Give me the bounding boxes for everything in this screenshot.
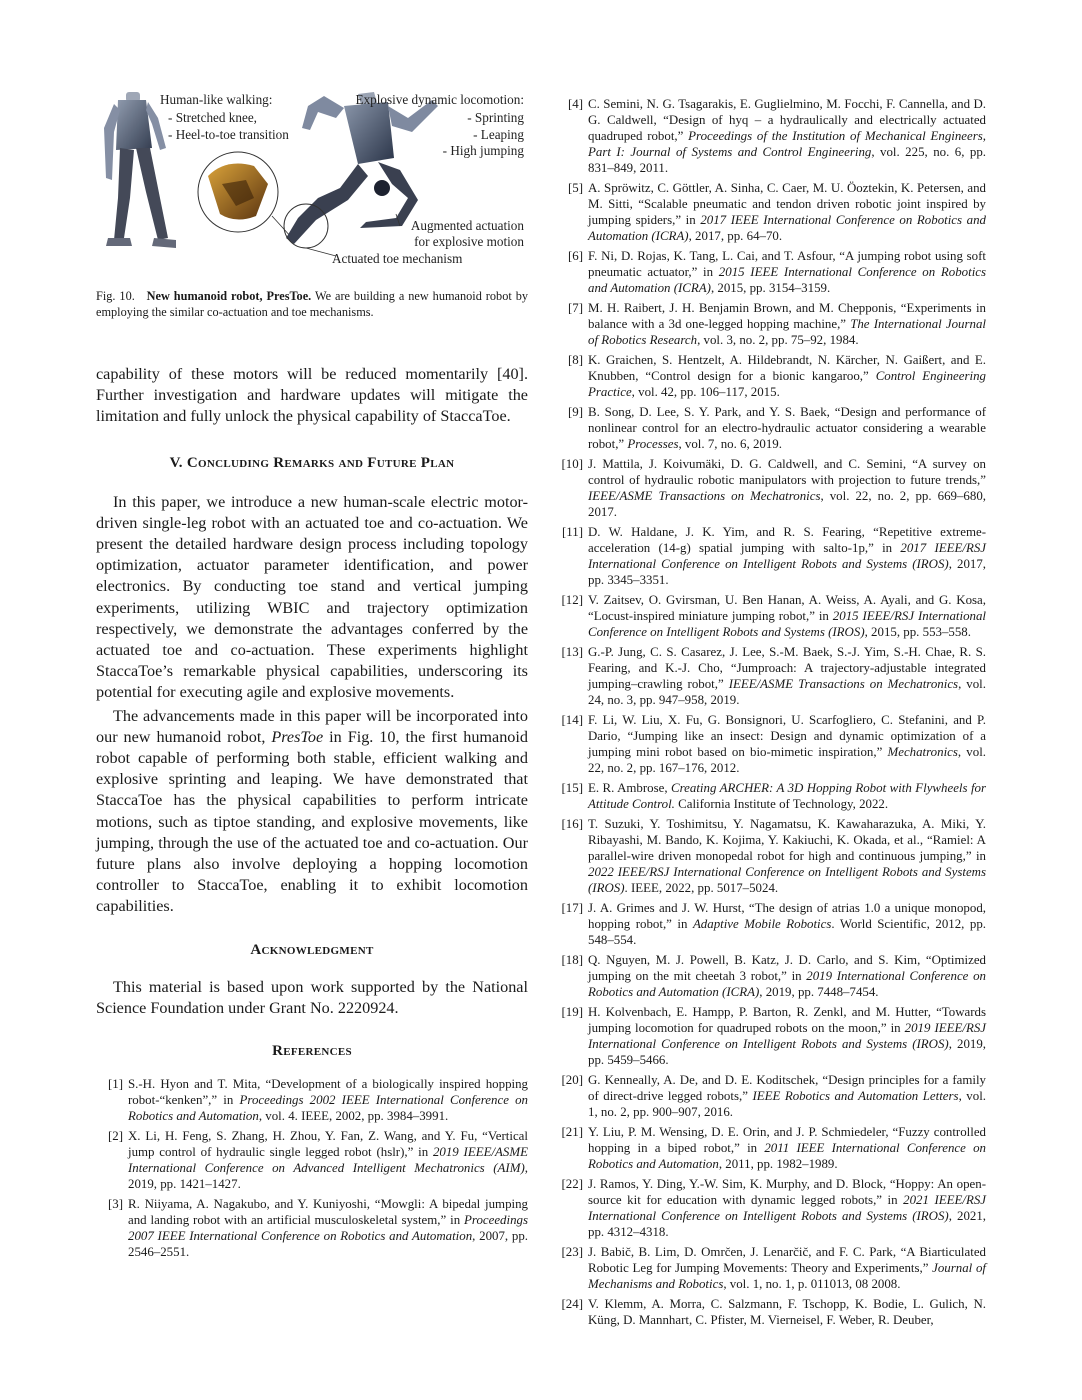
reference-venue: 2019 IEEE/ASME International Conference on Advanced Intelligent Mechatronics (AIM)	[128, 1145, 528, 1176]
reference-number: [23]	[561, 1245, 583, 1259]
reference-text: F. Li, W. Liu, X. Fu, G. Bonsignori, U. Scarfogliero, C. Stefanini, and P. Dario, “Jumping like an insect: Design and dynamic optimization of a jumping mini robot based on bio-mimetic inspiration,”	[588, 713, 986, 759]
reference-item	[556, 300, 986, 348]
reference-item	[556, 712, 986, 776]
reference-text: M. H. Raibert, J. H. Benjamin Brown, and M. Chepponis, “Experiments in balance with a 3d one-legged hopping machine,”	[588, 301, 986, 331]
label-sprinting: - Sprinting	[467, 110, 524, 125]
reference-number: [7]	[567, 301, 583, 315]
reference-number: [16]	[561, 817, 583, 831]
reference-details: , 2015, pp. 553–558.	[864, 625, 971, 639]
label-leaping: - Leaping	[473, 127, 524, 142]
reference-number: [20]	[561, 1073, 583, 1087]
label-human-walking-title: Human-like walking:	[160, 92, 273, 107]
reference-details: . World Scientific, 2012, pp. 548–554.	[588, 917, 986, 947]
reference-details: , 2015, pp. 3154–3159.	[710, 281, 831, 295]
reference-details: , vol. 22, no. 2, pp. 167–176, 2012.	[588, 745, 986, 775]
walking-robot	[104, 92, 176, 248]
reference-item	[556, 816, 986, 896]
reference-venue: Proceedings 2007 IEEE International Conference on Robotics and Automation	[128, 1213, 528, 1244]
reference-item	[96, 1076, 528, 1124]
reference-details: , vol. 42, pp. 106–117, 2015.	[631, 385, 780, 399]
reference-venue: Creating ARCHER: A 3D Hopping Robot with Flywheels for Attitude Control.	[588, 781, 986, 811]
section-heading-conclusion: V. Concluding Remarks and Future Plan	[169, 454, 455, 471]
reference-venue: 2017 IEEE/RSJ International Conference on Intelligent Robots and Systems (IROS)	[588, 541, 986, 571]
reference-venue: IEEE/ASME Transactions on Mechatronics	[728, 677, 959, 691]
reference-item	[556, 1004, 986, 1068]
reference-item	[556, 96, 986, 176]
reference-item	[556, 404, 986, 452]
right-column	[556, 96, 986, 1332]
reference-item	[556, 592, 986, 640]
reference-item	[556, 900, 986, 948]
reference-item	[556, 352, 986, 400]
reference-text: F. Ni, D. Rojas, K. Tang, L. Cai, and T. Asfour, “A jumping robot using soft pneumatic actuator,” in	[588, 249, 986, 279]
reference-venue: 2019 IEEE/RSJ International Conference on Intelligent Robots and Systems (IROS)	[588, 1021, 986, 1051]
reference-number: [2]	[107, 1129, 123, 1144]
reference-number: [11]	[562, 525, 583, 539]
acknowledgment-text: This material is based upon work supported by the National Science Foundation under Grant No. 2220924.	[96, 977, 528, 1017]
label-augmented-actuation: Augmented actuation	[410, 218, 524, 233]
reference-number: [22]	[561, 1177, 583, 1191]
figure-10	[96, 88, 528, 268]
reference-text: B. Song, D. Lee, S. Y. Park, and Y. S. Baek, “Design and performance of nonlinear control for an electro-hydraulic actuator considering a wearable robot,”	[588, 405, 986, 451]
reference-item	[556, 644, 986, 708]
reference-venue: The International Journal of Robotics Research	[588, 317, 986, 347]
reference-number: [12]	[561, 593, 583, 607]
reference-text: Q. Nguyen, M. J. Powell, B. Katz, J. D. Carlo, and S. Kim, “Optimized jumping on the mit cheetah 3 robot,” in	[588, 953, 986, 983]
reference-text: G. Kenneally, A. De, and D. E. Koditschek, “Design principles for a family of direct-drive legged robots,”	[588, 1073, 986, 1103]
reference-item	[96, 1128, 528, 1192]
label-heel-to-toe: - Heel-to-toe transition	[168, 127, 289, 142]
reference-text: G.-P. Jung, C. S. Casarez, J. Lee, S.-M. Baek, S.-J. Yim, S.-H. Chae, R. S. Fearing, and K.-J. Cho, “Jumproach: A trajectory-adjustable integrated jumping–crawling robot,”	[588, 645, 986, 691]
reference-venue: Adaptive Mobile Robotics	[692, 917, 832, 931]
reference-item	[556, 248, 986, 296]
reference-details: , 2019, pp. 5459–5466.	[588, 1037, 987, 1067]
reference-text: J. Mattila, J. Koivumäki, D. G. Caldwell, and C. Semini, “A survey on control of hydraulic robotic manipulators with projection to future trends,”	[588, 457, 986, 487]
reference-details: , vol. 3, no. 2, pp. 75–92, 1984.	[697, 333, 859, 347]
reference-venue: IEEE/ASME Transactions on Mechatronics	[588, 489, 821, 503]
reference-details: , vol. 24, no. 3, pp. 947–958, 2019.	[588, 677, 986, 707]
reference-venue: Proceedings 2002 IEEE International Conference on Robotics and Automation	[128, 1093, 528, 1124]
reference-number: [4]	[567, 97, 583, 111]
reference-item	[556, 1244, 986, 1292]
reference-venue: 2017 IEEE International Conference on Robotics and Automation (ICRA)	[588, 213, 986, 243]
reference-text: C. Semini, N. G. Tsagarakis, E. Guglielmino, M. Focchi, F. Cannella, and D. G. Caldwell, “Design of hyq – a hydraulically and electrically actuated quadruped robot,”	[588, 97, 986, 143]
reference-details: , vol. 225, no. 6, pp. 831–849, 2011.	[588, 145, 986, 175]
reference-item	[96, 1196, 528, 1260]
reference-venue: 2015 IEEE/RSJ International Conference on Intelligent Robots and Systems (IROS)	[588, 609, 986, 639]
reference-text: H. Kolvenbach, E. Hampp, P. Barton, R. Zenkl, and M. Hutter, “Towards jumping locomotion for quadruped robots on the moon,” in	[588, 1005, 986, 1035]
reference-item	[556, 456, 986, 520]
caption-prefix: Fig. 10.	[96, 289, 135, 303]
reference-item	[556, 952, 986, 1000]
caption-text: We are building a new humanoid robot by employing the similar co-actuation and toe mechanisms.	[96, 289, 528, 319]
reference-venue: 2015 IEEE International Conference on Robotics and Automation (ICRA)	[588, 265, 987, 295]
reference-text: T. Suzuki, Y. Toshimitsu, Y. Nagamatsu, K. Kawaharazuka, A. Miki, Y. Ribayashi, M. Bando, K. Kojima, Y. Kakiuchi, K. Okada, et al., “Ramiel: A parallel-wire driven monopedal robot for high and continuous jumping,” in	[588, 817, 986, 863]
reference-item	[556, 780, 986, 812]
reference-number: [3]	[107, 1197, 123, 1212]
reference-venue: Proceedings of the Institution of Mechanical Engineers, Part I: Journal of Systems and Control Engineering	[588, 129, 986, 159]
reference-item	[556, 180, 986, 244]
reference-details: , 2011, pp. 1982–1989.	[718, 1157, 838, 1171]
reference-number: [24]	[561, 1297, 583, 1311]
section-heading-acknowledgment: Acknowledgment	[250, 941, 374, 958]
label-explosive-motion: for explosive motion	[414, 234, 524, 249]
reference-item	[556, 1296, 986, 1328]
reference-item	[556, 1072, 986, 1120]
reference-details: , 2017, pp. 64–70.	[688, 229, 783, 243]
label-actuated-toe: Actuated toe mechanism	[332, 251, 463, 266]
reference-details: , vol. 4. IEEE, 2002, pp. 3984–3991.	[258, 1109, 449, 1124]
reference-text: E. R. Ambrose,	[588, 781, 672, 795]
reference-text: J. Babič, B. Lim, D. Omrčen, J. Lenarčič, and F. C. Park, “A Biarticulated Robotic Leg for Jumping Movements: Theory and Experiments,”	[588, 1245, 986, 1275]
reference-venue: Mechatronics	[887, 745, 958, 759]
label-high-jumping: - High jumping	[442, 143, 524, 158]
reference-details: , 2021, pp. 4312–4318.	[588, 1209, 987, 1239]
reference-details: , vol. 1, no. 2, pp. 900–907, 2016.	[588, 1089, 987, 1119]
reference-number: [9]	[567, 405, 583, 419]
reference-venue: 2011 IEEE International Conference on Robotics and Automation	[588, 1141, 986, 1171]
reference-text: A. Spröwitz, C. Göttler, A. Sinha, C. Caer, M. U. Öoztekin, K. Petersen, and M. Sitti, “Scalable pneumatic and tendon driven robotic joint inspired by jumping spiders,” in	[588, 181, 986, 227]
section-heading-references: References	[272, 1043, 352, 1060]
references-list-right	[556, 96, 986, 1328]
reference-text: Y. Liu, P. M. Wensing, D. E. Orin, and J. P. Schmiedeler, “Fuzzy controlled hopping in a biped robot,” in	[588, 1125, 986, 1155]
reference-venue: 2022 IEEE/RSJ International Conference on Intelligent Robots and Systems (IROS)	[588, 865, 986, 895]
reference-number: [21]	[561, 1125, 583, 1139]
reference-venue: IEEE Robotics and Automation Letters	[752, 1089, 959, 1103]
reference-details: , 2019, pp. 7448–7454.	[759, 985, 879, 999]
conclusion-paragraph-1: In this paper, we introduce a new human-scale electric motor-driven single-leg robot with an actuated toe and co-actuation. We present the detailed hardware design process including topology optimization, actuator parameter identification, and power electronics. By conducting toe stand and vertical jumping experiments, utilizing WBIC and trajectory optimization respectively, we demonstrate the advantages conferred by the actuated toe and co-actuation. These experiments highlight StaccaToe’s remarkable physical capabilities, underscoring its potential for executing agile and explosive movements.	[96, 492, 528, 702]
label-explosive-title: Explosive dynamic locomotion:	[355, 92, 524, 107]
reference-venue: Control Engineering Practice	[588, 369, 986, 399]
reference-text: J. A. Grimes and J. W. Hurst, “The design of atrias 1.0 a unique monopod, hopping robot,” in	[588, 901, 986, 931]
p2-text-a: The advancements made in this paper will be incorporated into our new humanoid robot,	[96, 706, 528, 746]
reference-details: . IEEE, 2022, pp. 5017–5024.	[624, 881, 779, 895]
reference-text: V. Zaitsev, O. Gvirsman, U. Ben Hanan, A. Weiss, A. Ayali, and G. Kosa, “Locust-inspired miniature jumping robot,” in	[588, 593, 986, 623]
continued-paragraph: capability of these motors will be reduced momentarily [40]. Further investigation and hardware updates will mitigate the limitation and fully unlock the physical capability of StaccaToe.	[96, 365, 528, 426]
reference-item	[556, 1176, 986, 1240]
reference-number: [17]	[561, 901, 583, 915]
reference-item	[556, 1124, 986, 1172]
reference-venue: 2021 IEEE/RSJ International Conference on Intelligent Robots and Systems (IROS)	[588, 1193, 987, 1223]
reference-venue: Processes	[627, 437, 679, 451]
reference-details: , 2017, pp. 3345–3351.	[588, 557, 987, 587]
reference-number: [15]	[561, 781, 583, 795]
reference-number: [10]	[561, 457, 583, 471]
reference-number: [14]	[561, 713, 583, 727]
p2-emphasis: PresToe	[271, 727, 324, 746]
reference-details: , vol. 7, no. 6, 2019.	[678, 437, 782, 451]
reference-text: R. Niiyama, A. Nagakubo, and Y. Kuniyoshi, “Mowgli: A bipedal jumping and landing robot with an artificial musculoskeletal system,” in	[128, 1197, 528, 1228]
reference-number: [13]	[561, 645, 583, 659]
reference-number: [18]	[561, 953, 583, 967]
reference-details: , 2019, pp. 1421–1427.	[128, 1161, 528, 1192]
reference-text: S.-H. Hyon and T. Mita, “Development of a biologically inspired hopping robot-“kenken”,” in	[128, 1077, 528, 1108]
label-stretched-knee: - Stretched knee,	[168, 110, 257, 125]
reference-number: [19]	[561, 1005, 583, 1019]
reference-details: , vol. 1, no. 1, p. 011013, 08 2008.	[723, 1277, 901, 1291]
left-column	[96, 88, 528, 1264]
reference-item	[556, 524, 986, 588]
reference-details: , vol. 22, no. 2, pp. 669–680, 2017.	[588, 489, 986, 519]
reference-text: K. Graichen, S. Hentzelt, A. Hildebrandt, N. Kärcher, N. Gaißert, and E. Knubben, “Control design for a bionic kangaroo,”	[588, 353, 986, 383]
reference-number: [1]	[107, 1077, 123, 1092]
reference-details: California Institute of Technology, 2022.	[674, 797, 889, 811]
p2-text-b: in Fig. 10, the first humanoid robot capable of performing both stable, efficient walking and explosive sprinting and leaping. We have demonstrated that StaccaToe has the physical capabilities to perform intricate motions, such as tiptoe standing, and explosive movements, like jumping, through the use of the actuated toe and co-actuation. Our future plans also involve deploying a hopping locomotion controller to StaccaToe, enabling it to exhibit locomotion capabilities.	[96, 727, 528, 916]
reference-text: V. Klemm, A. Morra, C. Salzmann, F. Tschopp, K. Bodie, L. Gulich, N. Küng, D. Mannhart, C. Pfister, M. Vierneisel, F. Weber, R. Deuber,	[588, 1297, 986, 1327]
reference-text: J. Ramos, Y. Ding, Y.-W. Sim, K. Murphy, and D. Block, “Hoppy: An open-source kit for education with dynamic legged robots,” in	[588, 1177, 986, 1207]
reference-number: [6]	[567, 249, 583, 263]
reference-text: X. Li, H. Feng, S. Zhang, H. Zhou, Y. Fan, Z. Wang, and Y. Fu, “Vertical jump control of hydraulic single legged robot (hslr),” in	[128, 1129, 528, 1160]
reference-venue: Journal of Mechanisms and Robotics	[588, 1261, 986, 1291]
figure-caption	[96, 288, 528, 320]
reference-venue: 2019 International Conference on Robotics and Automation (ICRA)	[588, 969, 986, 999]
references-list-left	[96, 1076, 528, 1260]
reference-number: [5]	[567, 181, 583, 195]
conclusion-paragraph-2	[96, 706, 528, 918]
reference-text: D. W. Haldane, J. K. Yim, and R. S. Fearing, “Repetitive extreme-acceleration (14-g) spatial jumping with salto-1p,” in	[588, 525, 986, 555]
caption-title: New humanoid robot, PresToe.	[146, 289, 312, 303]
reference-number: [8]	[567, 353, 583, 367]
reference-details: , 2007, pp. 2546–2551.	[128, 1229, 528, 1260]
